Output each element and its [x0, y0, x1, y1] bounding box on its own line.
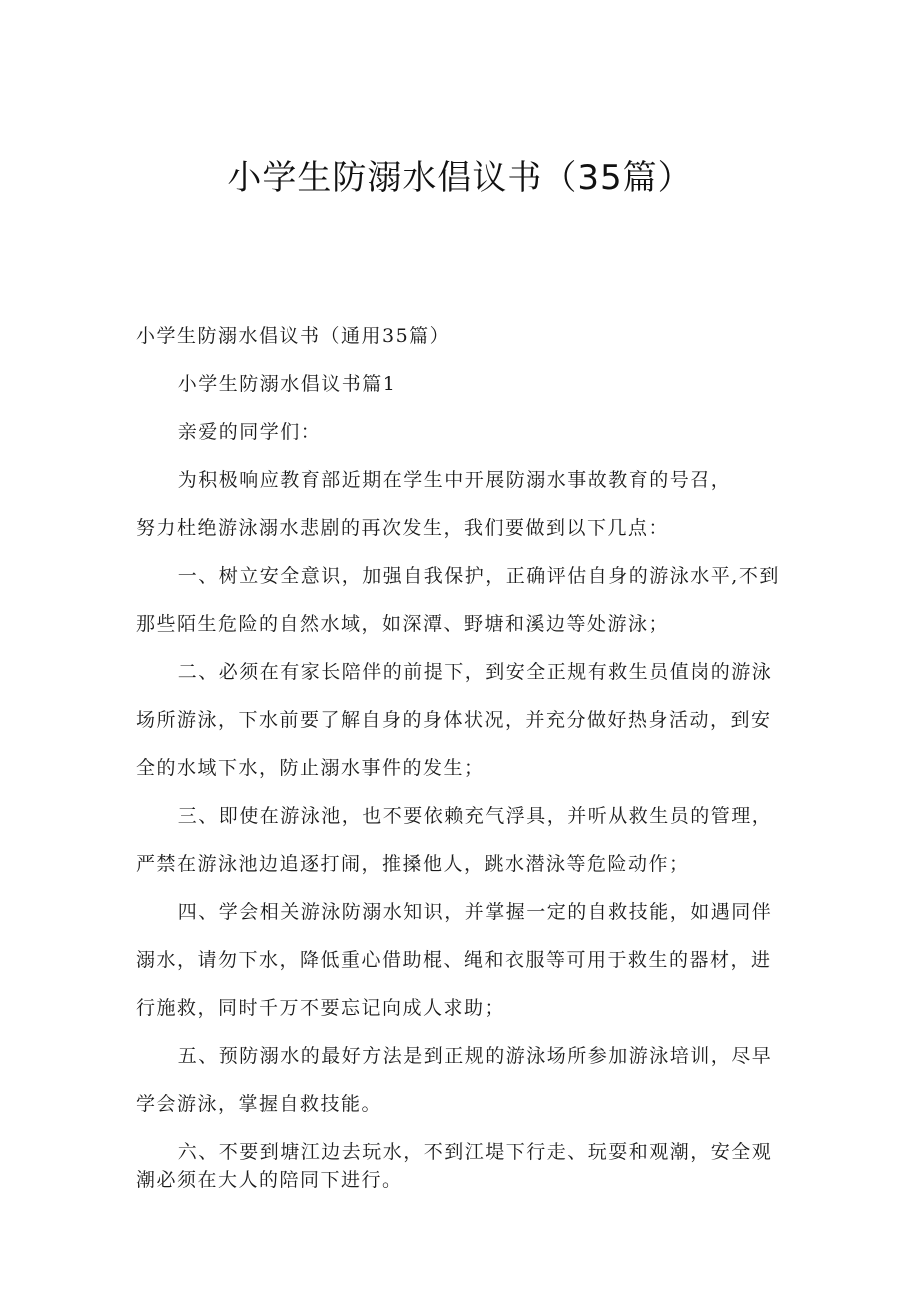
paragraph-point-3: 三、即使在游泳池，也不要依赖充气浮具，并听从救生员的管理，严禁在游泳池边追逐打闹，推搡他人，跳水潜泳等危险动作； [136, 805, 773, 875]
greeting: 亲爱的同学们： [177, 421, 322, 443]
document-title: 小学生防溺水倡议书（35篇） [227, 158, 693, 198]
document-subtitle: 小学生防溺水倡议书（通用35篇） [136, 325, 451, 347]
paragraph-point-4: 四、学会相关游泳防溺水知识，并掌握一定的自救技能，如遇同伴溺水，请勿下水，降低重心借助棍、绳和衣服等可用于救生的器材，进行施救，同时千万不要忘记向成人求助； [136, 901, 773, 1019]
paragraph-intro-2: 努力杜绝游泳溺水悲剧的再次发生，我们要做到以下几点： [136, 517, 670, 539]
document-body [136, 312, 788, 1194]
paragraph-point-6: 六、不要到塘江边去玩水，不到江堤下行走、玩耍和观潮，安全观潮必须在大人的陪同下进行。 [136, 1141, 773, 1191]
section-heading: 小学生防溺水倡议书篇1 [177, 373, 397, 395]
paragraph-point-5: 五、预防溺水的最好方法是到正规的游泳场所参加游泳培训，尽早学会游泳，掌握自救技能。 [136, 1045, 773, 1115]
paragraph-point-1: 一、树立安全意识，加强自我保护，正确评估自身的游泳水平,不到那些陌生危险的自然水域，如深潭、野塘和溪边等处游泳； [136, 565, 780, 635]
paragraph-intro-1: 为积极响应教育部近期在学生中开展防溺水事故教育的号召， [177, 469, 732, 491]
paragraph-point-2: 二、必须在有家长陪伴的前提下，到安全正规有救生员值岗的游泳场所游泳，下水前要了解自身的身体状况，并充分做好热身活动，到安全的水域下水，防止溺水事件的发生； [136, 661, 773, 779]
